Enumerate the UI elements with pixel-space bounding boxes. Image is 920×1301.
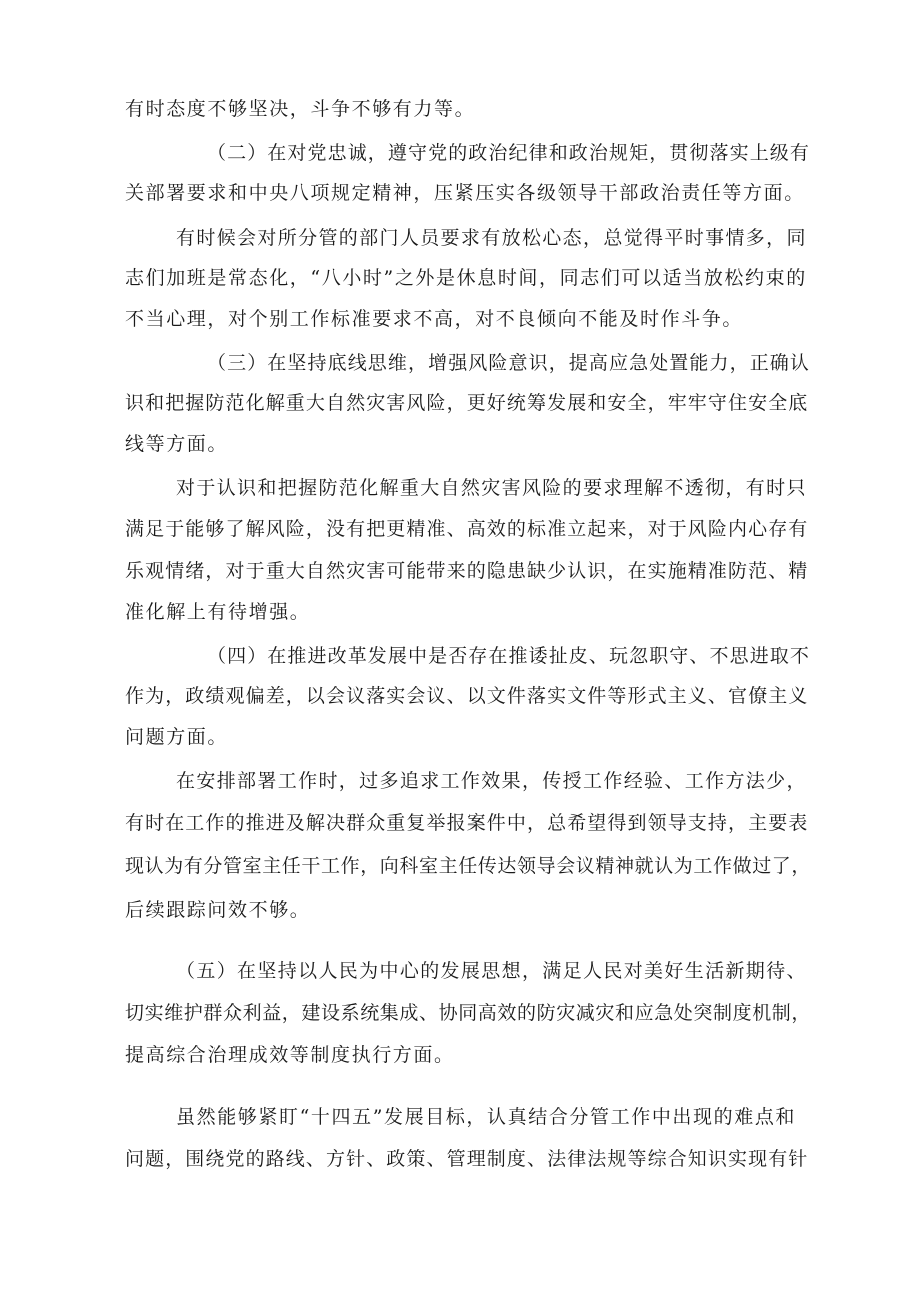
text-line: 不当心理，对个别工作标准要求不高，对不良倾向不能及时作斗争。 — [125, 308, 744, 330]
paragraph-start: 有时候会对所分管的部门人员要求有放松心态，总觉得平时事情多，同 — [176, 227, 807, 249]
paragraph-start: 虽然能够紧盯“十四五”发展目标，认真结合分管工作中出现的难点和 — [176, 1106, 797, 1128]
paragraph-start: 在安排部署工作时，过多追求工作效果，传授工作经验、工作方法少， — [176, 770, 807, 792]
text-line: 线等方面。 — [125, 433, 229, 455]
text-line: 问题，围绕党的路线、方针、政策、管理制度、法律法规等综合知识实现有针 — [125, 1148, 809, 1170]
text-line: 有时在工作的推进及解决群众重复举报案件中，总希望得到领导支持，主要表 — [125, 812, 809, 834]
text-line: 后续跟踪问效不够。 — [125, 899, 311, 921]
paragraph-start: 对于认识和把握防范化解重大自然灾害风险的要求理解不透彻，有时只 — [176, 477, 807, 499]
text-line: 现认为有分管室主任干工作，向科室主任传达领导会议精神就认为工作做过了， — [125, 855, 812, 877]
text-line: 乐观情绪，对于重大自然灾害可能带来的隐患缺少认识，在实施精准防范、精 — [125, 560, 809, 582]
text-line: 关部署要求和中央八项规定精神，压紧压实各级领导干部政治责任等方面。 — [125, 182, 805, 204]
section-heading-3: （三）在坚持底线思维，增强风险意识，提高应急处置能力，正确认 — [207, 352, 811, 374]
text-line: 志们加班是常态化，“八小时”之外是休息时间，同志们可以适当放松约束的 — [125, 267, 807, 289]
text-line: 满足于能够了解风险，没有把更精准、高效的标准立起来，对于风险内心存有 — [125, 518, 809, 540]
text-line: 提高综合治理成效等制度执行方面。 — [125, 1044, 455, 1066]
text-line: 准化解上有待增强。 — [125, 601, 311, 623]
text-line: 问题方面。 — [125, 726, 229, 748]
section-heading-2: （二）在对党忠诚，遵守党的政治纪律和政治规矩，贯彻落实上级有 — [207, 142, 811, 164]
text-line: 有时态度不够坚决，斗争不够有力等。 — [125, 98, 476, 120]
section-heading-5: （五）在坚持以人民为中心的发展思想，满足人民对美好生活新期待、 — [176, 960, 807, 982]
text-line: 作为，政绩观偏差，以会议落实会议、以文件落实文件等形式主义、官僚主义 — [125, 685, 809, 707]
section-heading-4: （四）在推进改革发展中是否存在推诿扯皮、玩忽职守、不思进取不 — [207, 645, 811, 667]
text-line: 切实维护群众利益，建设系统集成、协同高效的防灾减灾和应急处突制度机制， — [125, 1002, 812, 1024]
text-line: 识和把握防范化解重大自然灾害风险，更好统筹发展和安全，牢牢守住安全底 — [125, 392, 809, 414]
